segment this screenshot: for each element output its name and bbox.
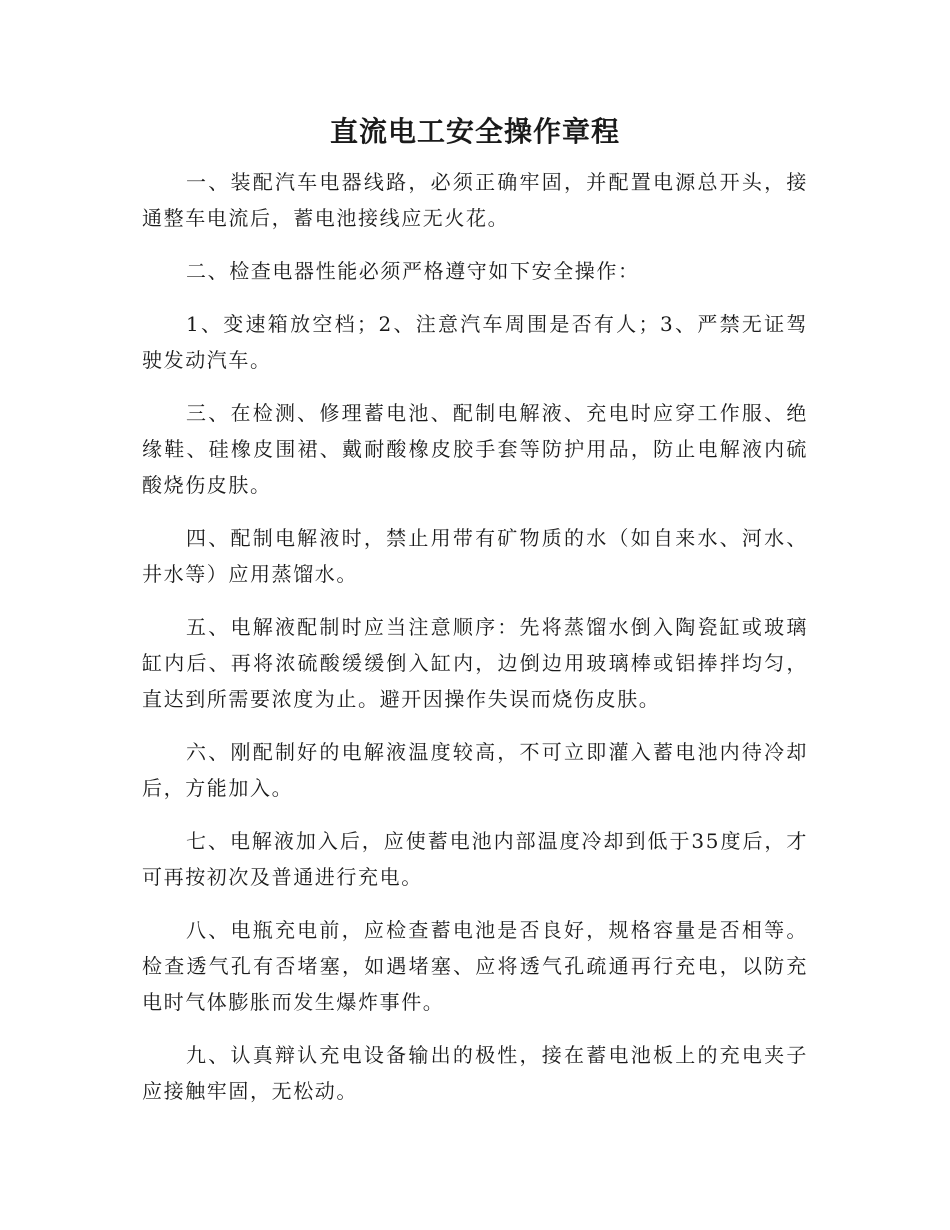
paragraph-4: 三、在检测、修理蓄电池、配制电解液、充电时应穿工作服、绝缘鞋、硅橡皮围裙、戴耐酸橡皮胶手套等防护用品，防止电解液内硫酸烧伤皮肤。 <box>142 401 808 497</box>
document-title: 直流电工安全操作章程 <box>329 115 620 148</box>
paragraph-6: 五、电解液配制时应当注意顺序：先将蒸馏水倒入陶瓷缸或玻璃缸内后、再将浓硫酸缓缓倒入缸内，边倒边用玻璃棒或铝捧拌均匀，直达到所需要浓度为止。避开因操作失误而烧伤皮肤。 <box>142 615 808 711</box>
paragraph-5: 四、配制电解液时，禁止用带有矿物质的水（如自来水、河水、井水等）应用蒸馏水。 <box>142 526 808 586</box>
paragraph-10: 九、认真辩认充电设备输出的极性，接在蓄电池板上的充电夹子应接触牢固，无松动。 <box>142 1043 808 1103</box>
document-body <box>142 164 808 1126</box>
paragraph-8: 七、电解液加入后，应使蓄电池内部温度冷却到低于35度后，才可再按初次及普通进行充电。 <box>142 829 808 889</box>
paragraph-2: 二、检查电器性能必须严格遵守如下安全操作： <box>186 259 640 283</box>
paragraph-3: 1、变速箱放空档；2、注意汽车周围是否有人；3、严禁无证驾驶发动汽车。 <box>142 312 808 372</box>
paragraph-9: 八、电瓶充电前，应检查蓄电池是否良好，规格容量是否相等。检查透气孔有否堵塞，如遇堵塞、应将透气孔疏通再行充电，以防充电时气体膨胀而发生爆炸事件。 <box>142 918 808 1014</box>
paragraph-7: 六、刚配制好的电解液温度较高，不可立即灌入蓄电池内待冷却后，方能加入。 <box>142 740 808 800</box>
paragraph-1: 一、装配汽车电器线路，必须正确牢固，并配置电源总开头，接通整车电流后，蓄电池接线应无火花。 <box>142 170 808 230</box>
